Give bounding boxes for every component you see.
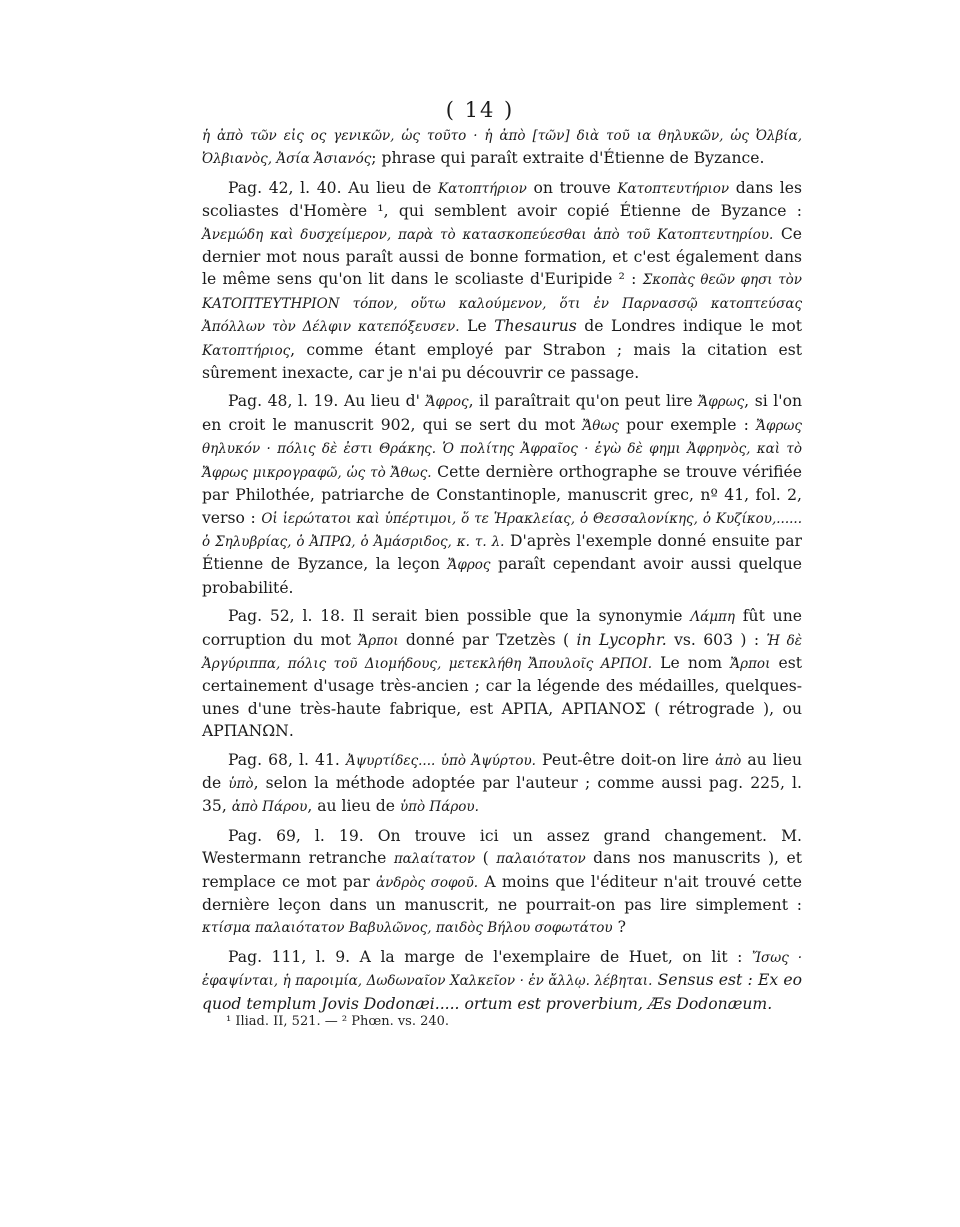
paragraph-text: A moins que l'éditeur n'ait trouvé cette dernière leçon dans un manuscrit, ne pourrait-on pas lire simplement : bbox=[202, 872, 802, 914]
paragraph-text: de Londres indique le mot bbox=[576, 317, 803, 336]
paragraph-text: on trouve bbox=[526, 178, 618, 197]
greek-text: Κατοπτευτήριον bbox=[617, 180, 730, 197]
greek-text: Ἴσως · ἐφαψίνται, ἡ παροιμία, Δωδωναῖον Χαλκεῖον · ἐν ἄλλῳ. λέβηται. bbox=[202, 949, 802, 990]
greek-text: Ἄρποι bbox=[730, 655, 771, 672]
paragraph-text: paraît cependant avoir aussi quelque probabilité. bbox=[202, 555, 802, 597]
paragraph-text: Peut-être doit-on lire bbox=[535, 750, 716, 769]
paragraph-text: Pag. 68, l. 41. bbox=[228, 750, 346, 769]
greek-text: παλαίτατον bbox=[393, 851, 476, 868]
paragraph-text: vs. 603 ) : bbox=[666, 630, 767, 649]
greek-text: Ἀψυρτίδες.... ὑπὸ Ἀψύρτου. bbox=[345, 752, 536, 769]
greek-text: κτίσμα παλαιότατον Βαβυλῶνος, παιδὸς Βήλου σοφωτάτου bbox=[202, 920, 613, 937]
paragraph bbox=[202, 749, 802, 819]
greek-text: παλαιότατον bbox=[496, 851, 586, 868]
footnotes: ¹ Iliad. II, 521. — ² Phœn. vs. 240. bbox=[226, 1014, 450, 1029]
greek-text: Ἡ δὲ Ἀργύριππα, πόλις τοῦ Διομήδους, μετεκλήθη Ἄπουλοῖς ΑΡΠΟΙ. bbox=[202, 632, 803, 672]
italic-text: Thesaurus bbox=[494, 317, 577, 336]
page-number: ( 14 ) bbox=[445, 98, 515, 122]
paragraph bbox=[202, 825, 802, 940]
paragraph-text: D'après l'exemple donné ensuite par Étienne de Byzance, la leçon bbox=[202, 531, 803, 574]
paragraph-text: Pag. 42, l. 40. Au lieu de bbox=[228, 178, 438, 197]
greek-text: Ἄφρος bbox=[447, 557, 491, 574]
paragraph-text: Ce dernier mot nous paraît aussi de bonne formation, et c'est également dans le même sens qu'on lit dans le scoliaste d'Euripide ² : bbox=[202, 224, 802, 289]
greek-text: Ἄθως bbox=[582, 417, 619, 434]
greek-text: Ἀνεμώδη καὶ δυσχείμερον, παρὰ τὸ κατασκοπεύεσθαι ἀπὸ τοῦ Κατοπτευτηρίου. bbox=[202, 226, 774, 243]
greek-text: Ἄφρος bbox=[425, 394, 469, 411]
greek-text: Κατοπτήριον bbox=[437, 180, 527, 197]
paragraph-text: , selon la méthode adoptée par l'auteur ; comme aussi pag. 225, l. 35, bbox=[202, 773, 802, 816]
paragraph bbox=[202, 390, 802, 599]
greek-text: ἡ ἀπὸ τῶν εἰς ος γενικῶν, ὡς τοῦτο · ἡ ἀπὸ [τῶν] διὰ τοῦ ια θηλυκῶν, ὡς Ὀλβία, Ὀλβιανὸς, Ἀσία Ἀσιανός bbox=[202, 128, 802, 168]
paragraph-text: , si l'on en croit le manuscrit 902, qui se sert du mot bbox=[202, 392, 802, 434]
paragraph bbox=[202, 124, 802, 171]
paragraph-text: au lieu de bbox=[202, 750, 803, 792]
greek-text: ἀνδρὸς σοφοῦ. bbox=[375, 874, 479, 891]
paragraph-text: donné par Tzetzès ( bbox=[398, 630, 577, 649]
paragraph-text: ? bbox=[612, 918, 626, 937]
greek-text: ὑπὸ Πάρου. bbox=[399, 799, 479, 816]
greek-text: Ἄφρως bbox=[698, 394, 745, 411]
greek-text: Ἄρποι bbox=[358, 632, 399, 649]
greek-text: ἀπὸ bbox=[715, 752, 742, 769]
paragraph-text: Le bbox=[459, 317, 495, 336]
greek-text: Ἄφρως θηλυκόν · πόλις δὲ ἐστι Θράκης. Ὁ πολίτης Ἀφραῖος · ἐγὼ δὲ φημι Ἀφρηνὸς, καὶ τὸ Ἄφρως μικρογραφῶ, ὡς τὸ Ἄθως. bbox=[202, 417, 802, 481]
paragraph bbox=[202, 605, 802, 742]
paragraph-text: pour exemple : bbox=[618, 415, 757, 434]
paragraph-text: Pag. 69, l. 19. On trouve ici un assez grand changement. M. Westermann retranche bbox=[202, 826, 802, 868]
greek-text: Οἱ ἱερώτατοι καὶ ὑπέρτιμοι, ὅ τε Ἡρακλείας, ὁ Θεσσαλονίκης, ὁ Κυζίκου,...... ὁ Σηλυβρίας, ὁ ἈΠΡΩ, ὁ Ἀμάσριδος, κ. τ. λ. bbox=[202, 510, 802, 550]
italic-text: Sensus est : Ex eo quod templum Jovis Dodonæi..... ortum est proverbium, Æs Dodonæum. bbox=[202, 971, 803, 1013]
paragraph-text: fût une corruption du mot bbox=[202, 607, 802, 649]
greek-text: Λάμπη bbox=[690, 609, 735, 626]
paragraph-text: dans nos manuscrits ), et remplace ce mot par bbox=[202, 849, 802, 891]
paragraph-text: , comme étant employé par Strabon ; mais la citation est sûrement inexacte, car je n'ai pu découvrir ce passage. bbox=[202, 340, 802, 383]
paragraph-text: dans les scoliastes d'Homère ¹, qui semblent avoir copié Étienne de Byzance : bbox=[202, 178, 802, 221]
paragraph-text: , au lieu de bbox=[307, 797, 400, 816]
greek-text: ἀπὸ Πάρου bbox=[231, 799, 308, 816]
italic-text: in Lycophr. bbox=[576, 630, 667, 649]
paragraph-text: ; phrase qui paraît extraite d'Étienne de Byzance. bbox=[371, 149, 765, 168]
paragraph-text: Cette dernière orthographe se trouve vérifiée par Philothée, patriarche de Constantinople, manuscrit grec, nº 41, fol. 2, verso : bbox=[202, 462, 802, 527]
greek-text: ὑπὸ bbox=[228, 775, 254, 792]
paragraph-text: Pag. 48, l. 19. Au lieu d' bbox=[228, 392, 426, 411]
paragraph bbox=[202, 177, 802, 385]
paragraph-text: est certainement d'usage très-ancien ; car la légende des médailles, quelques-unes d'une très-haute fabrique, est ΑΡΠΑ, ΑΡΠΑΝΟΣ ( rétrograde ), ou ΑΡΠΑΝΩΝ. bbox=[202, 653, 802, 741]
greek-text: Κατοπτήριος bbox=[202, 342, 291, 359]
paragraph-text: Pag. 111, l. 9. A la marge de l'exemplaire de Huet, on lit : bbox=[228, 947, 752, 966]
paragraph bbox=[202, 946, 802, 1015]
document-body bbox=[202, 124, 802, 1021]
paragraph-text: Le nom bbox=[652, 653, 731, 672]
paragraph-text: Pag. 52, l. 18. Il serait bien possible que la synonymie bbox=[228, 607, 691, 626]
paragraph-text: , il paraîtrait qu'on peut lire bbox=[468, 392, 699, 411]
greek-text: Σκοπὰς θεῶν φησι τὸν ΚΑΤΟΠΤΕΥΤΗΡΙΟΝ τόπον, οὕτω καλούμενον, ὅτι ἐν Παρνασσῷ κατοπτεύσας Ἀπόλλων τὸν Δέλφιν κατεπόξευσεν. bbox=[202, 272, 803, 336]
paragraph-text: ( bbox=[475, 849, 497, 868]
